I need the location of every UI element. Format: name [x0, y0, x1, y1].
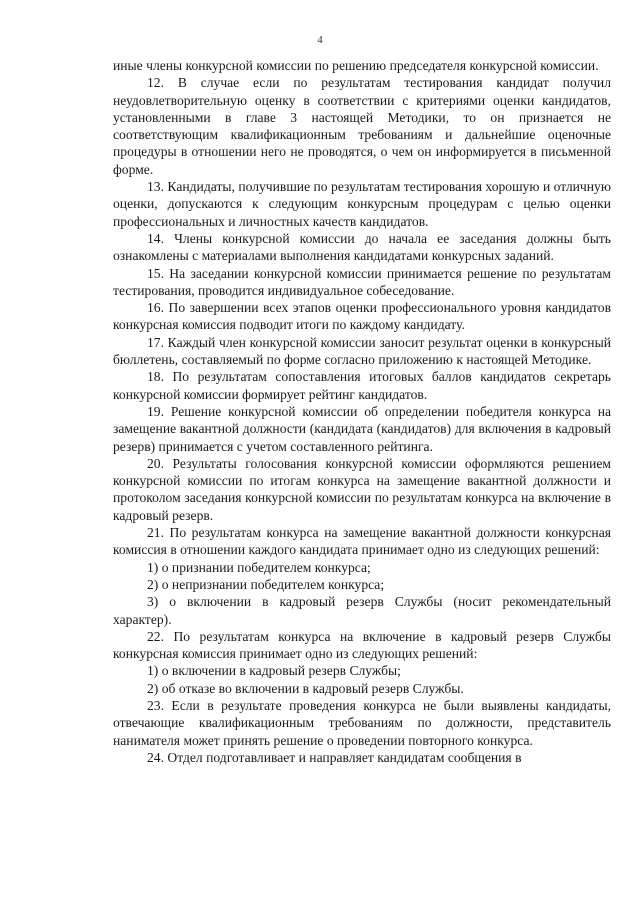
paragraph-22: 22. По результатам конкурса на включение в кадровый резерв Службы конкурсная комиссия принимает одно из следующих решений:: [113, 628, 611, 662]
paragraph-23: 23. Если в результате проведения конкурса не были выявлены кандидаты, отвечающие квалификационным требованиям по должности, представитель нанимателя может принять решение о проведении повторного конкурса.: [113, 697, 611, 748]
list-item-21-3: 3) о включении в кадровый резерв Службы (носит рекомендательный характер).: [113, 594, 611, 627]
paragraph-intro: иные члены конкурсной комиссии по решению председателя конкурсной комиссии.: [113, 58, 599, 73]
paragraph-20: 20. Результаты голосования конкурсной комиссии оформляются решением конкурсной комиссии по итогам конкурса на замещение вакантной должности и протоколом заседания конкурсной комиссии по результатам конкурса на включение в кадровый резерв.: [113, 455, 611, 523]
paragraph-18: 18. По результатам сопоставления итоговых баллов кандидатов секретарь конкурсной комиссии формирует рейтинг кандидатов.: [113, 369, 611, 402]
page-number: 4: [317, 34, 323, 46]
paragraph-17: 17. Каждый член конкурсной комиссии заносит результат оценки в конкурсный бюллетень, составляемый по форме согласно приложению к настоящей Методике.: [113, 334, 611, 368]
paragraph-16: 16. По завершении всех этапов оценки профессионального уровня кандидатов конкурсная комиссия подводит итоги по каждому кандидату.: [113, 300, 611, 333]
paragraph-14: 14. Члены конкурсной комиссии до начала ее заседания должны быть ознакомлены с материалами выполнения кандидатами конкурсных заданий.: [113, 230, 611, 264]
paragraph-24: 24. Отдел подготавливает и направляет кандидатам сообщения в: [147, 749, 522, 765]
document-body: [113, 57, 611, 766]
list-item-21-2: 2) о непризнании победителем конкурса;: [147, 576, 385, 592]
paragraph-21: 21. По результатам конкурса на замещение вакантной должности конкурсная комиссия в отношении каждого кандидата принимает одно из следующих решений:: [113, 525, 611, 558]
paragraph-19: 19. Решение конкурсной комиссии об определении победителя конкурса на замещение вакантной должности (кандидата (кандидатов) для включения в кадровый резерв) принимается с учетом составленного рейтинга.: [113, 403, 611, 454]
list-item-22-2: 2) об отказе во включении в кадровый резерв Службы.: [147, 680, 464, 696]
list-item-22-1: 1) о включении в кадровый резерв Службы;: [147, 663, 401, 679]
paragraph-15: 15. На заседании конкурсной комиссии принимается решение по результатам тестирования, проводится индивидуальное собеседование.: [113, 265, 611, 298]
list-item-21-1: 1) о признании победителем конкурса;: [147, 559, 371, 575]
paragraph-13: 13. Кандидаты, получившие по результатам тестирования хорошую и отличную оценки, допускаются к следующим конкурсным процедурам с целью оценки профессиональных и личностных качеств кандидатов.: [113, 179, 611, 229]
paragraph-12: 12. В случае если по результатам тестирования кандидат получил неудовлетворительную оценку в соответствии с критериями оценки кандидатов, установленными в главе 3 настоящей Методики, то он признается не соответствующим квалификационным требованиям и дальнейшие оценочные процедуры в отношении него не проводятся, о чем он информируется в письменной форме.: [113, 75, 611, 177]
